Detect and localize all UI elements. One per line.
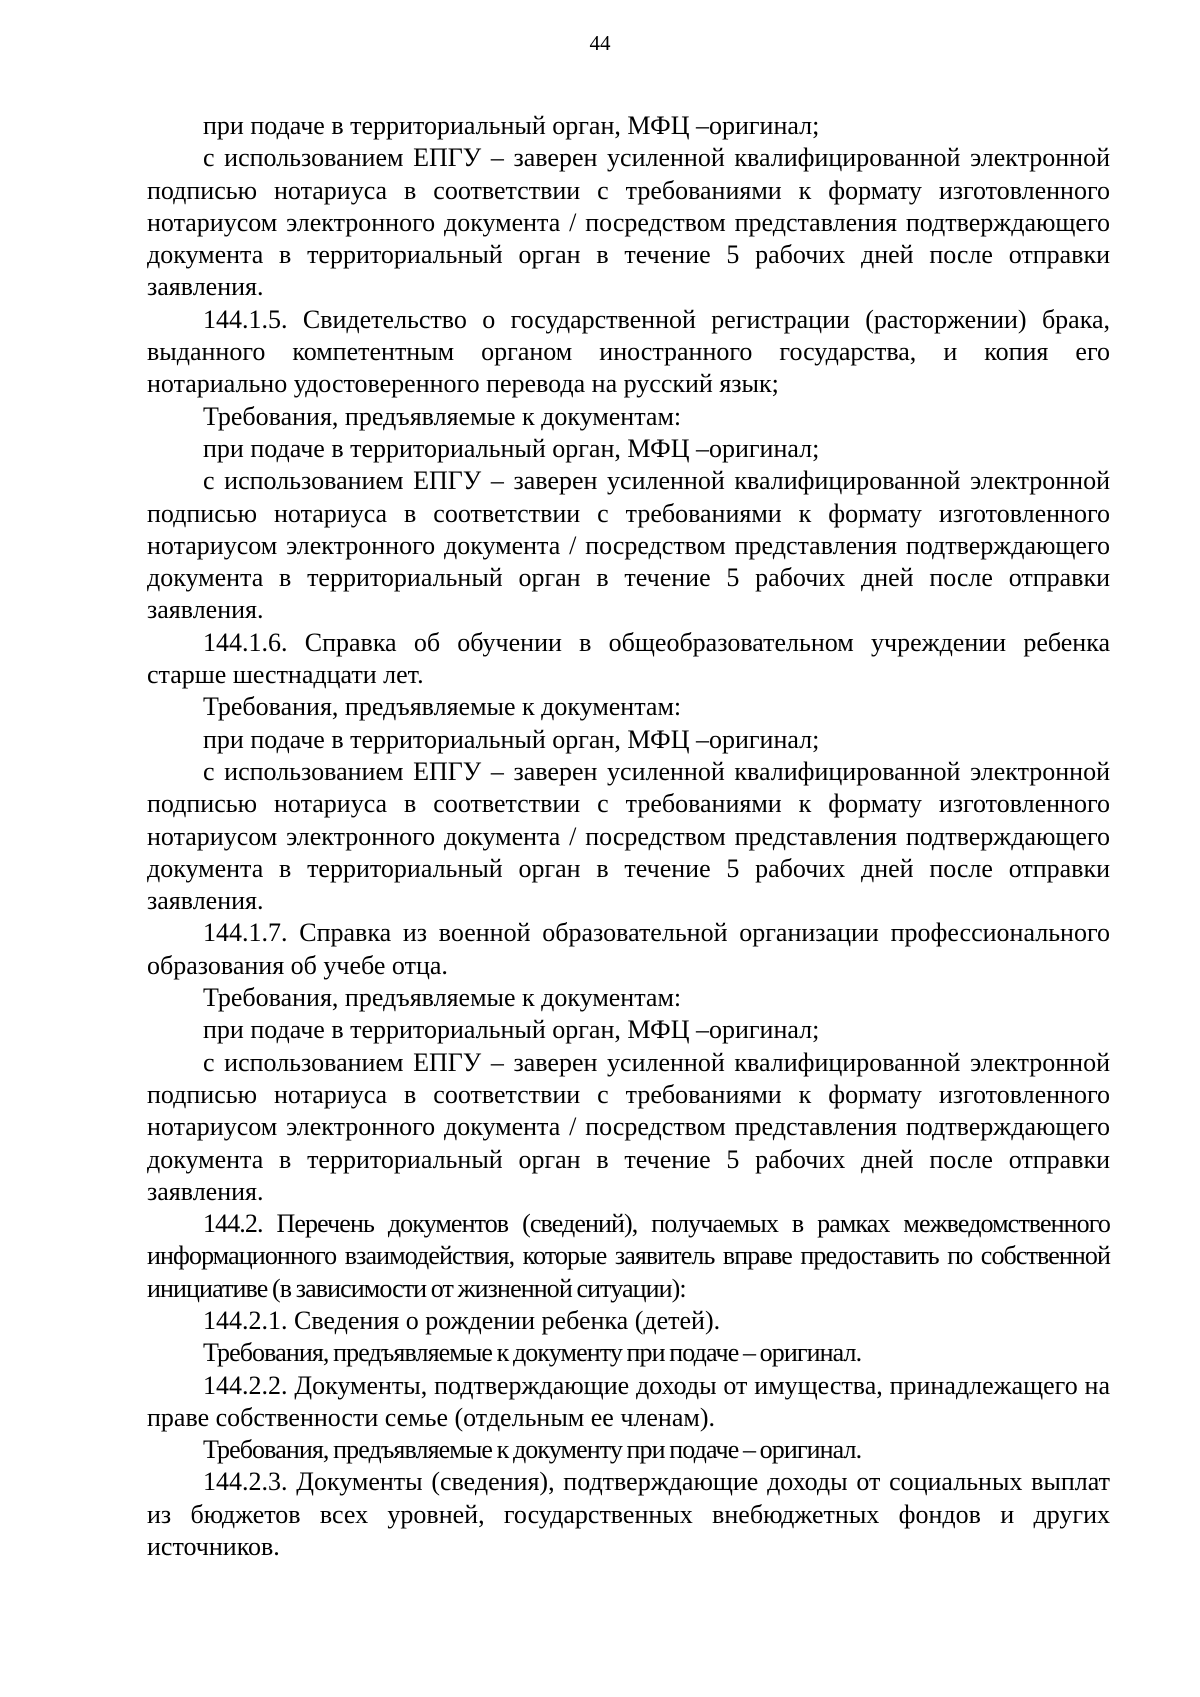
paragraph: при подаче в территориальный орган, МФЦ –оригинал; [203,1015,820,1045]
paragraph: 144.1.6. Справка об обучении в общеобразовательном учреждении ребенка старше шестнадцати лет. [147,627,1110,690]
paragraph: 144.1.5. Свидетельство о государственной регистрации (расторжении) брака, выданного компетентным органом иностранного государства, и копия его нотариально удостоверенного перевода на русский язык; [147,304,1110,399]
paragraph: Требования, предъявляемые к документам: [203,983,682,1013]
page-number: 44 [589,31,611,55]
paragraph: Требования, предъявляемые к документам: [203,401,682,431]
paragraph: 144.2.1. Сведения о рождении ребенка (детей). [203,1305,721,1335]
document-body [147,110,1110,1563]
paragraph: 144.2. Перечень документов (сведений), получаемых в рамках межведомственного информационного взаимодействия, которые заявитель вправе предоставить по собственной инициативе (в зависимости от жизненной ситуации): [147,1209,1110,1303]
paragraph: с использованием ЕПГУ – заверен усиленной квалифицированной электронной подписью нотариуса в соответствии с требованиями к формату изготовленного нотариусом электронного документа / посредством представления подтверждающего документа в территориальный орган в течение 5 рабочих дней после отправки заявления. [147,466,1110,625]
paragraph: при подаче в территориальный орган, МФЦ –оригинал; [203,724,820,754]
paragraph: 144.1.7. Справка из военной образовательной организации профессионального образования об учебе отца. [147,918,1110,980]
paragraph: с использованием ЕПГУ – заверен усиленной квалифицированной электронной подписью нотариуса в соответствии с требованиями к формату изготовленного нотариусом электронного документа / посредством представления подтверждающего документа в территориальный орган в течение 5 рабочих дней после отправки заявления. [147,143,1110,302]
paragraph: при подаче в территориальный орган, МФЦ –оригинал; [203,433,820,463]
paragraph: с использованием ЕПГУ – заверен усиленной квалифицированной электронной подписью нотариуса в соответствии с требованиями к формату изготовленного нотариусом электронного документа / посредством представления подтверждающего документа в территориальный орган в течение 5 рабочих дней после отправки заявления. [147,756,1110,916]
paragraph: 144.2.3. Документы (сведения), подтверждающие доходы от социальных выплат из бюджетов всех уровней, государственных внебюджетных фондов и других источников. [147,1467,1110,1562]
paragraph: Требования, предъявляемые к документу при подаче – оригинал. [203,1338,862,1368]
paragraph: Требования, предъявляемые к документу при подаче – оригинал. [203,1435,862,1465]
paragraph: с использованием ЕПГУ – заверен усиленной квалифицированной электронной подписью нотариуса в соответствии с требованиями к формату изготовленного нотариусом электронного документа / посредством представления подтверждающего документа в территориальный орган в течение 5 рабочих дней после отправки заявления. [147,1047,1110,1206]
paragraph: 144.2.2. Документы, подтверждающие доходы от имущества, принадлежащего на праве собственности семье (отдельным ее членам). [147,1370,1110,1432]
paragraph: Требования, предъявляемые к документам: [203,692,682,722]
paragraph: при подаче в территориальный орган, МФЦ –оригинал; [203,111,820,140]
